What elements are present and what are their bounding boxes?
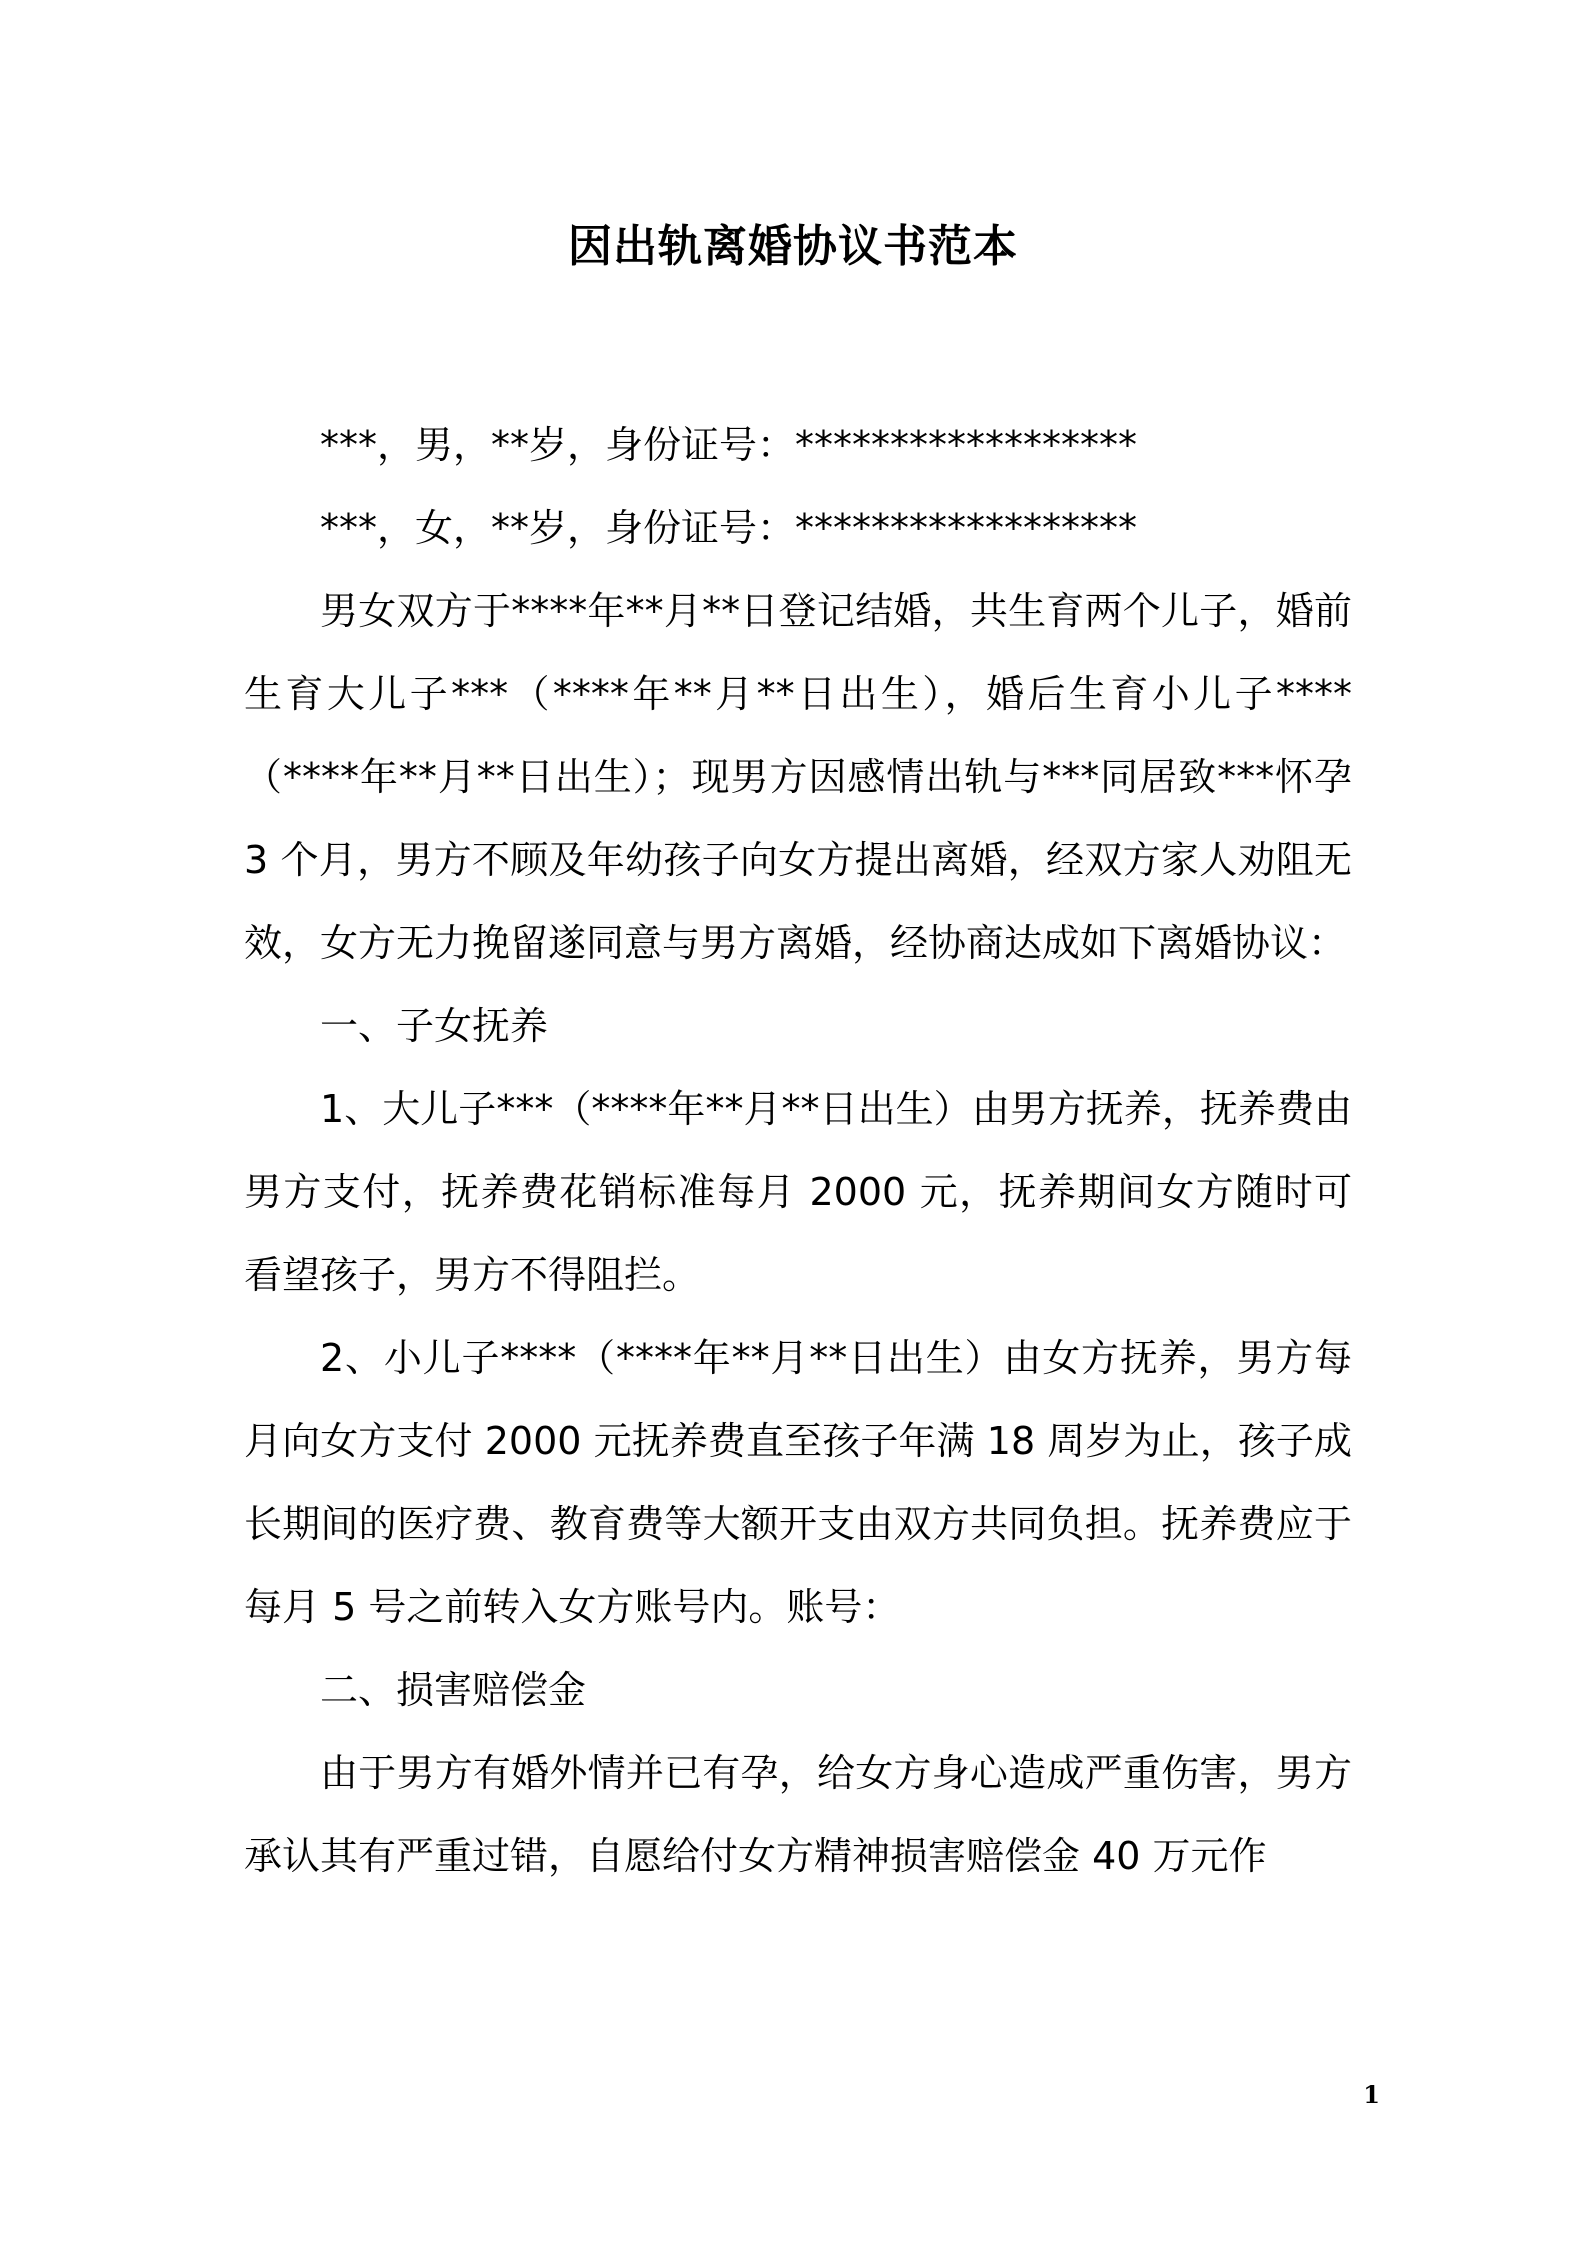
party-male-line: ***，男，**岁，身份证号：****************** bbox=[320, 423, 1138, 467]
section-heading-damages: 二、损害赔偿金 bbox=[320, 1668, 587, 1712]
damages-paragraph: 由于男方有婚外情并已有孕，给女方身心造成严重伤害，男方承认其有严重过错，自愿给付女方精神损害赔偿金 40 万元作 bbox=[244, 1751, 1352, 1878]
section-heading-child-custody: 一、子女抚养 bbox=[320, 1004, 549, 1048]
clause-elder-son: 1、大儿子***（****年**月**日出生）由男方抚养，抚养费由男方支付，抚养费花销标准每月 2000 元，抚养期间女方随时可看望孩子，男方不得阻拦。 bbox=[244, 1087, 1352, 1297]
document-body bbox=[244, 404, 1352, 1898]
document-title: 因出轨离婚协议书范本 bbox=[568, 221, 1018, 272]
clause-younger-son: 2、小儿子****（****年**月**日出生）由女方抚养，男方每月向女方支付 2000 元抚养费直至孩子年满 18 周岁为止，孩子成长期间的医疗费、教育费等大额开支由双方共同负担。抚养费应于每月 5 号之前转入女方账号内。账号： bbox=[244, 1336, 1352, 1629]
page-number: 1 bbox=[1363, 2080, 1380, 2109]
background-paragraph: 男女双方于****年**月**日登记结婚，共生育两个儿子，婚前生育大儿子***（****年**月**日出生），婚后生育小儿子****（****年**月**日出生）；现男方因感情出轨与***同居致***怀孕 3 个月，男方不顾及年幼孩子向女方提出离婚，经双方家人劝阻无效，女方无力挽留遂同意与男方离婚，经协商达成如下离婚协议： bbox=[244, 589, 1352, 965]
party-female-line: ***，女，**岁，身份证号：****************** bbox=[320, 506, 1138, 550]
